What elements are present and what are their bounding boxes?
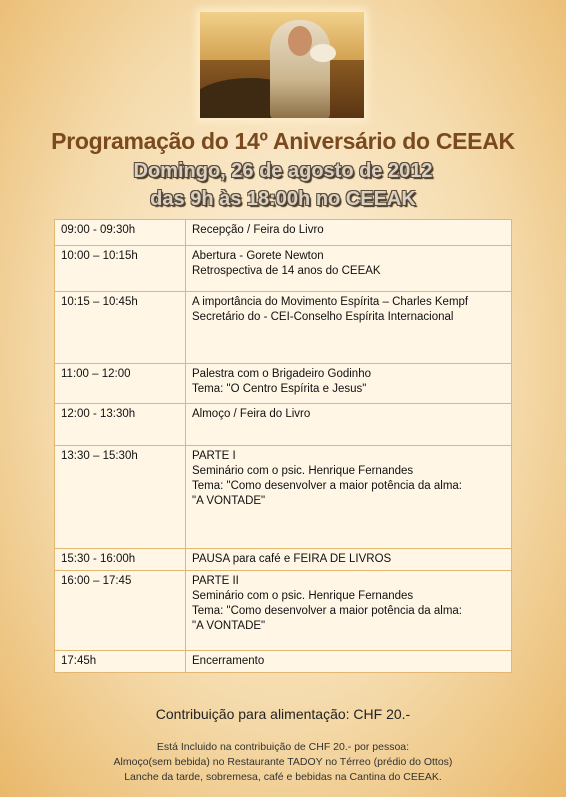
header-image (200, 12, 364, 118)
included-line: Almoço(sem bebida) no Restaurante TADOY no Térreo (prédio do Ottos) (113, 756, 453, 768)
activity-line: Palestra com o Brigadeiro Godinho (192, 368, 371, 380)
schedule-activity (186, 246, 512, 292)
schedule-row (55, 549, 512, 571)
event-date: Domingo, 26 de agosto de 2012 (133, 160, 433, 182)
schedule-row (55, 446, 512, 549)
activity-line: PARTE II (192, 575, 239, 587)
schedule-activity (186, 549, 512, 571)
schedule-activity (186, 220, 512, 246)
schedule-row (55, 246, 512, 292)
image-head (288, 26, 312, 56)
activity-line: Tema: "Como desenvolver a maior potência da alma: (192, 605, 462, 617)
activity-line: "A VONTADE" (192, 495, 266, 507)
activity-line: Secretário do - CEI-Conselho Espírita Internacional (192, 311, 454, 323)
schedule-time: 13:30 – 15:30h (55, 446, 186, 549)
schedule-activity (186, 364, 512, 404)
activity-line: Recepção / Feira do Livro (192, 224, 324, 236)
schedule-time: 09:00 - 09:30h (55, 220, 186, 246)
event-time-location: das 9h às 18:00h no CEEAK (150, 188, 416, 210)
page-title: Programação do 14º Aniversário do CEEAK (51, 128, 515, 154)
schedule-activity (186, 292, 512, 364)
activity-line: Seminário com o psic. Henrique Fernandes (192, 465, 414, 477)
included-line: Está Incluido na contribuição de CHF 20.- por pessoa: (156, 741, 410, 753)
schedule-table (54, 219, 512, 673)
activity-line: Abertura - Gorete Newton (192, 250, 324, 262)
activity-line: Almoço / Feira do Livro (192, 408, 311, 420)
activity-line: Encerramento (192, 655, 265, 667)
schedule-time: 10:15 – 10:45h (55, 292, 186, 364)
schedule-row (55, 364, 512, 404)
schedule-time: 10:00 – 10:15h (55, 246, 186, 292)
schedule-time: 17:45h (55, 651, 186, 673)
image-sheep (310, 44, 336, 62)
schedule-activity (186, 404, 512, 446)
included-info (0, 740, 566, 785)
included-line: Lanche da tarde, sobremesa, café e bebidas na Cantina do CEEAK. (124, 771, 442, 783)
contribution-text: Contribuição para alimentação: CHF 20.- (155, 706, 411, 722)
activity-line: "A VONTADE" (192, 620, 266, 632)
schedule-activity (186, 651, 512, 673)
schedule-row (55, 292, 512, 364)
schedule-time: 16:00 – 17:45 (55, 571, 186, 651)
activity-line: Tema: "O Centro Espírita e Jesus" (192, 383, 367, 395)
activity-line: A importância do Movimento Espírita – Charles Kempf (192, 296, 469, 308)
schedule-row (55, 220, 512, 246)
activity-line: PARTE I (192, 450, 236, 462)
activity-line: PAUSA para café e FEIRA DE LIVROS (192, 553, 392, 565)
activity-line: Tema: "Como desenvolver a maior potência da alma: (192, 480, 462, 492)
schedule-time: 12:00 - 13:30h (55, 404, 186, 446)
schedule-time: 11:00 – 12:00 (55, 364, 186, 404)
activity-line: Seminário com o psic. Henrique Fernandes (192, 590, 414, 602)
schedule-activity (186, 571, 512, 651)
activity-line: Retrospectiva de 14 anos do CEEAK (192, 265, 381, 277)
schedule-row (55, 571, 512, 651)
schedule-row (55, 651, 512, 673)
schedule-activity (186, 446, 512, 549)
schedule-time: 15:30 - 16:00h (55, 549, 186, 571)
schedule-row (55, 404, 512, 446)
